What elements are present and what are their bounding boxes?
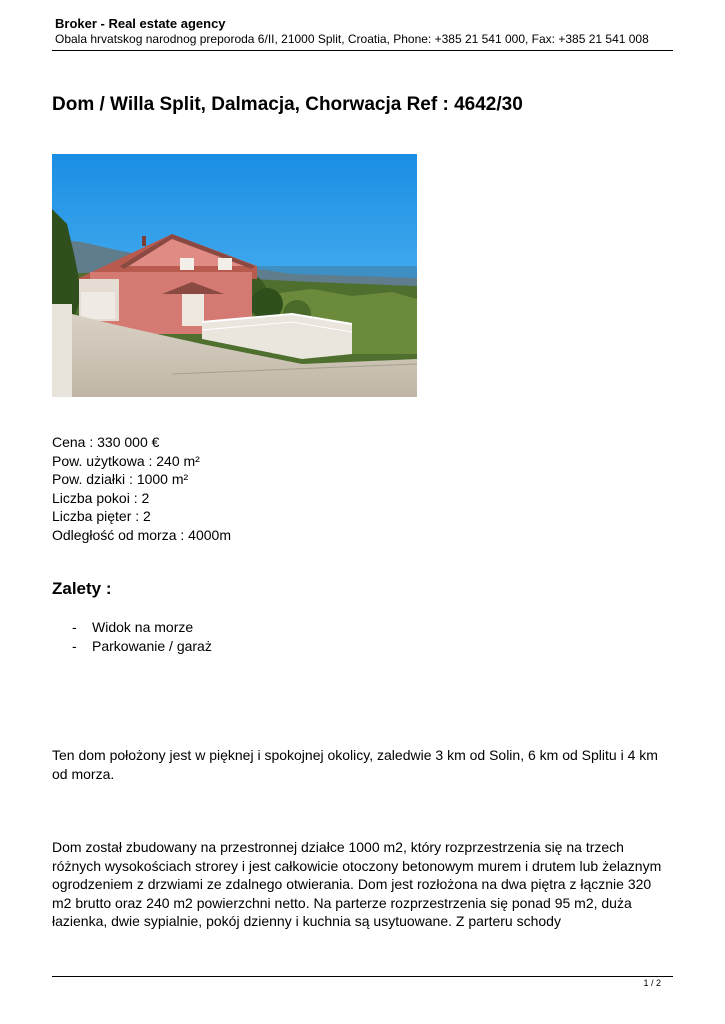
features-list — [72, 618, 212, 655]
description-paragraph: Dom został zbudowany na przestronnej działce 1000 m2, który rozprzestrzenia się na trzech różnych wysokościach strorey i jest całkowicie otoczony betonowym murem i drutem lub żelaznym ogrodzeniem z drzwiami ze zdalnego otwierania. Dom jest rozłożona na dwa piętra z łącznie 320 m2 brutto oraz 240 m2 powierzchni netto. Na parterze rozprzestrzenia się ponad 95 m2, duża łazienka, dwie sypialnie, pokój dzienny i kuchnia są usytuowane. Z parteru schody — [52, 839, 662, 929]
list-item — [72, 637, 212, 656]
house-photo — [52, 154, 417, 397]
features-heading: Zalety : — [52, 579, 112, 598]
feature-label: Parkowanie / garaż — [92, 637, 212, 654]
document-header — [55, 16, 675, 47]
detail-floors: Liczba pięter : 2 — [52, 508, 151, 524]
company-name: Broker - Real estate agency — [55, 16, 226, 31]
description-paragraph: Ten dom położony jest w pięknej i spokojnej okolicy, zaledwie 3 km od Solin, 6 km od Splitu i 4 km od morza. — [52, 747, 658, 782]
company-address: Obala hrvatskog narodnog preporoda 6/II, 21000 Split, Croatia, Phone: +385 21 541 000, Fax: +385 21 541 008 — [55, 32, 649, 46]
list-item — [72, 618, 212, 637]
detail-price: Cena : 330 000 € — [52, 434, 160, 450]
detail-rooms: Liczba pokoi : 2 — [52, 489, 150, 506]
bullet-dash: - — [72, 619, 77, 635]
detail-plot-area: Pow. działki : 1000 m² — [52, 471, 189, 487]
header-divider — [52, 50, 673, 51]
footer-divider — [52, 976, 673, 977]
feature-label: Widok na morze — [92, 619, 194, 635]
detail-sea-distance: Odległość od morza : 4000m — [52, 526, 231, 543]
listing-title: Dom / Willa Split, Dalmacja, Chorwacja Ref : 4642/30 — [52, 94, 523, 115]
bullet-dash: - — [72, 637, 77, 654]
property-details — [52, 433, 231, 544]
page-number: 1 / 2 — [643, 978, 661, 988]
detail-usable-area: Pow. użytkowa : 240 m² — [52, 452, 200, 469]
